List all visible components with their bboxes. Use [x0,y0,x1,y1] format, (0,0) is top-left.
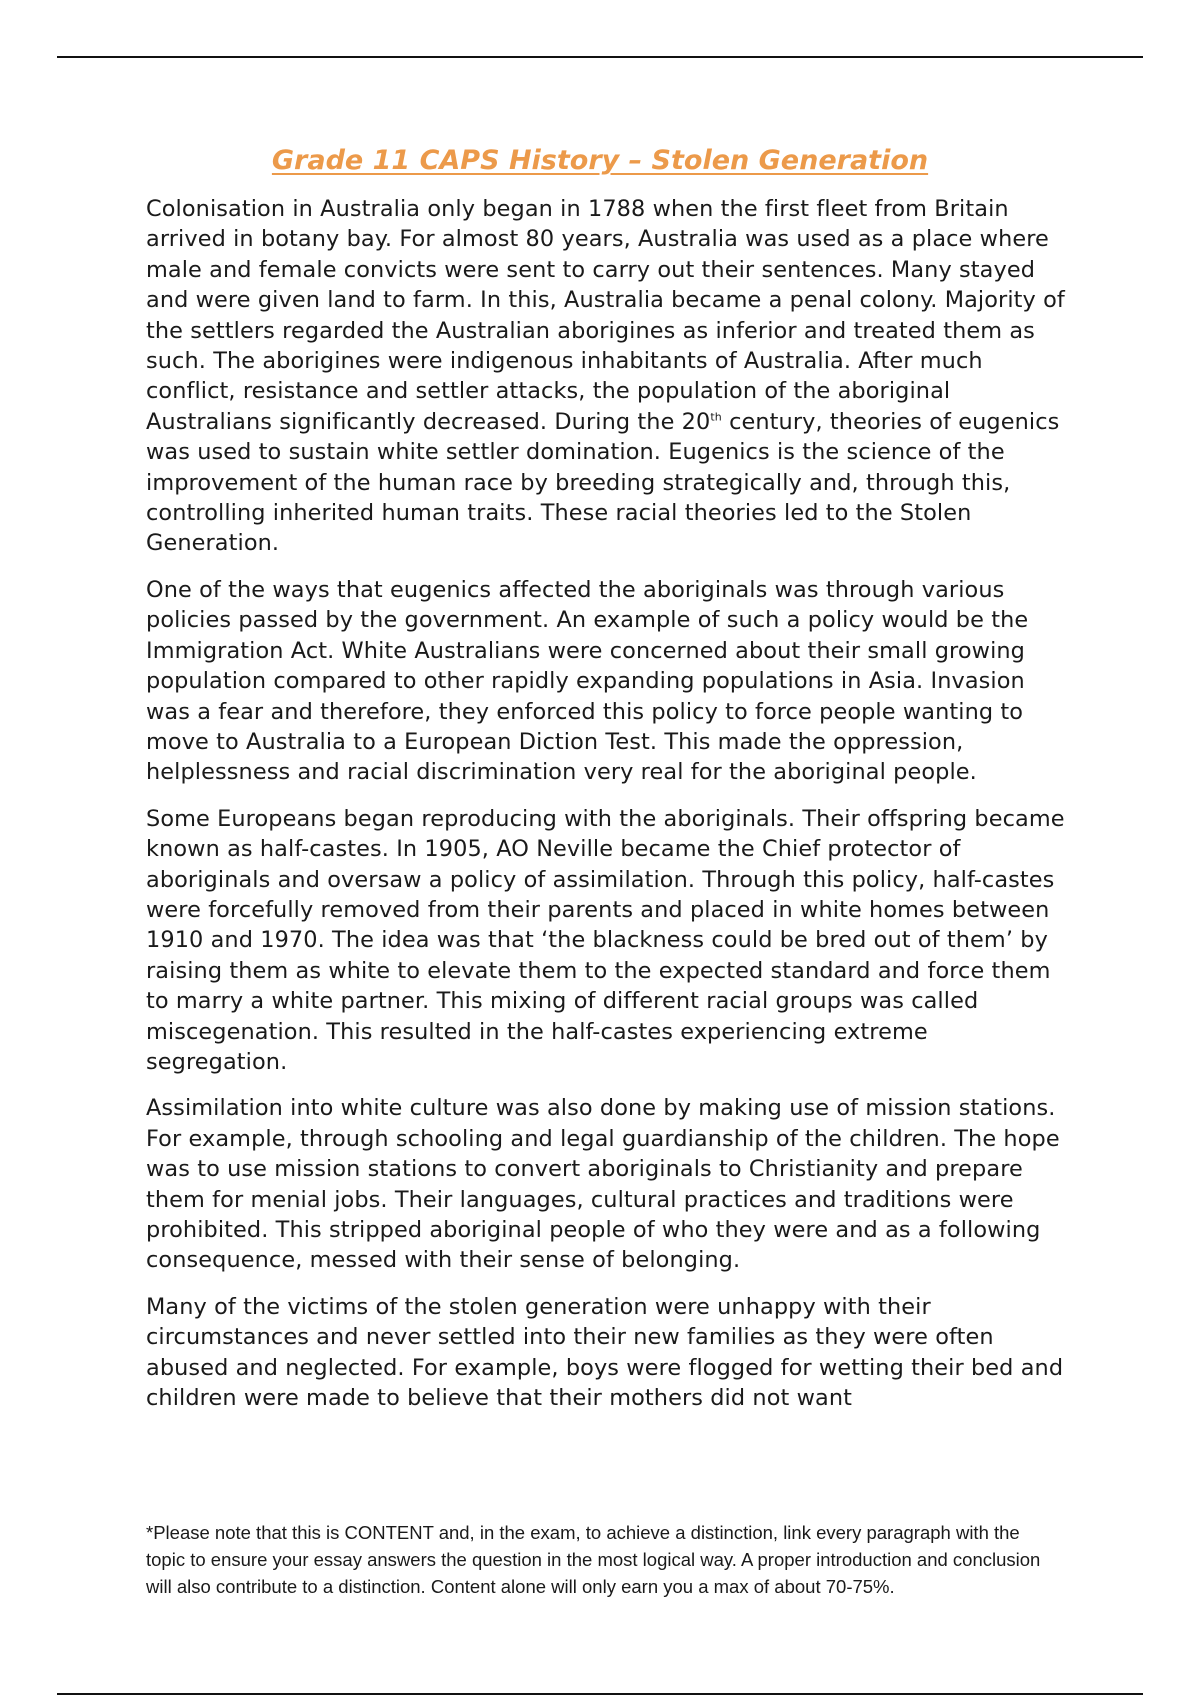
paragraph-victims: Many of the victims of the stolen generation were unhappy with their circumstances and never settled into their new families as they were often abused and neglected. For example, boys were flogged for wetting their bed and children were made to believe that their mothers did not want [146,1293,1064,1412]
footnote: *Please note that this is CONTENT and, in the exam, to achieve a distinction, link every paragraph with the topic to ensure your essay answers the question in the most logical way. A proper introduction and conclusion will also contribute to a distinction. Content alone will only earn you a max of about 70-75%. [146,1522,1041,1597]
page-title: Grade 11 CAPS History – Stolen Generation [271,145,929,176]
ordinal-superscript: th [710,410,722,424]
footer-divider [57,1693,1143,1695]
paragraph-mission-stations: Assimilation into white culture was also done by making use of mission stations. For example, through schooling and legal guardianship of the children. The hope was to use mission stations to convert aboriginals to Christianity and prepare them for menial jobs. Their languages, cultural practices and traditions were prohibited. This stripped aboriginal people of who they were and as a following consequence, messed with their sense of belonging. [146,1095,1060,1274]
paragraph-text: Colonisation in Australia only began in 1788 when the first fleet from Britain arrived in botany bay. For almost 80 years, Australia was used as a place where male and female convicts were sent to carry out their sentences. Many stayed and were given land to farm. In this, Australia became a penal colony. Majority of the settlers regarded the Australian aborigines as inferior and treated them as such. The aborigines were indigenous inhabitants of Australia. After much conflict, resistance and settler attacks, the population of the aboriginal Australians significantly decreased. During the 20 [146,196,1065,435]
header-divider [57,56,1143,58]
document-body [146,194,1066,1429]
paragraph-text: century, theories of eugenics was used to sustain white settler domination. Eugenics is the science of the improvement of the human race by breeding strategically and, through this, controlling inherited human traits. These racial theories led to the Stolen Generation. [146,408,1060,557]
paragraph-immigration-act: One of the ways that eugenics affected the aboriginals was through various policies passed by the government. An example of such a policy would be the Immigration Act. White Australians were concerned about their small growing population compared to other rapidly expanding populations in Asia. Invasion was a fear and therefore, they enforced this policy to force people wanting to move to Australia to a European Diction Test. This made the oppression, helplessness and racial discrimination very real for the aboriginal people. [146,576,1029,786]
paragraph-colonisation [146,194,1066,559]
paragraph-half-castes: Some Europeans began reproducing with the aboriginals. Their offspring became known as half-castes. In 1905, AO Neville became the Chief protector of aboriginals and oversaw a policy of assimilation. Through this policy, half-castes were forcefully removed from their parents and placed in white homes between 1910 and 1970. The idea was that ‘the blackness could be bred out of them’ by raising them as white to elevate them to the expected standard and force them to marry a white partner. This mixing of different racial groups was called miscegenation. This resulted in the half-castes experiencing extreme segregation. [146,805,1065,1075]
